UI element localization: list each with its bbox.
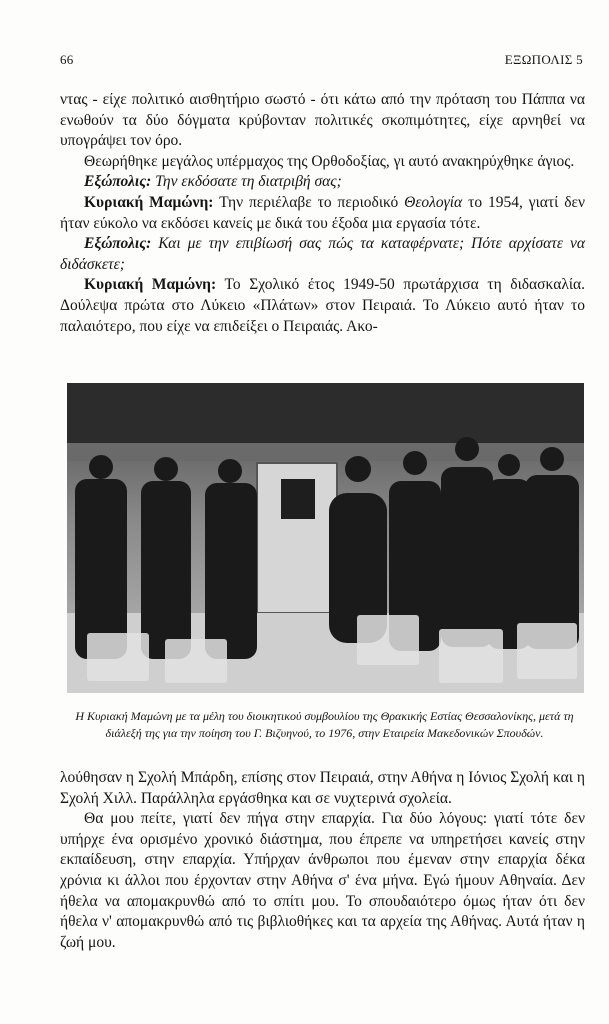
- answer-text: Το Σχολικό έτος 1949-50 πρωτάρχισα τη διδασκαλία. Δούλεψα πρώτα στο Λύκειο «Πλάτων» στον Πειραιά. Το Λύκειο αυτό ήταν το παλαιότερο, που είχε να επιδείξει ο Πειραιάς. Ακο-: [60, 276, 586, 335]
- paragraph: Θα μου πείτε, γιατί δεν πήγα στην επαρχία. Για δύο λόγους: γιατί τότε δεν υπήρχε ένα ορισμένο χρονικό διάστημα, που έπρεπε να υπηρετήσει κανείς στην εκπαίδευση, στην επαρχία. Υπήρχαν άνθρωποι που έμεναν στην επαρχία δέκα χρόνια κι άλλοι που έρχονταν στην Αθήνα σ' ένα μήνα. Εγώ ήμουν Αθηναία. Δεν ήθελα να απομακρυνθώ από το σπίτι μου. Το σπουδαιότερο όμως ήταν ότι δεν ήθελα ν' απομακρυνθώ από τις βιβλιοθήκες και τα αρχεία της Αθήνας. Αυτά ήταν η ζωή μου.: [60, 810, 585, 951]
- photo-illustration: [67, 383, 584, 693]
- answer-text: το 1954, γιατί δεν ήταν εύκολο να εκδόσει κανείς με δικά του έξοδα μια εργασία τότε.: [60, 193, 586, 232]
- question-text: Την εκδόσατε τη διατριβή σας;: [151, 173, 342, 191]
- page-header: [60, 52, 583, 68]
- paragraph: ντας - είχε πολιτικό αισθητήριο σωστό - ότι κάτω από την πρόταση του Πάππα να ενωθούν τα δύο δόγματα κρύβονταν πολιτικές σκοπιμότητες, είχε αρνηθεί να υπογράψει τον όρο.: [60, 91, 585, 150]
- interviewer-label: Εξώπολις:: [84, 235, 152, 253]
- question-paragraph: [60, 172, 585, 193]
- question-text: Και με την επιβίωσή σας πώς τα καταφέρνατε; Πότε αρχίσατε να διδάσκετε;: [60, 235, 585, 273]
- article-text-bottom: [60, 768, 585, 953]
- journal-title: ΕΞΩΠΟΛΙΣ 5: [504, 52, 583, 67]
- answer-paragraph: [60, 275, 585, 337]
- question-paragraph: [60, 234, 585, 275]
- interviewee-label: Κυριακή Μαμώνη:: [84, 193, 214, 211]
- paragraph: Θεωρήθηκε μεγάλος υπέρμαχος της Ορθοδοξίας, γι αυτό ανακηρύχθηκε άγιος.: [84, 152, 575, 170]
- group-photo: [67, 383, 584, 693]
- answer-text: Την περιέλαβε το περιοδικό: [213, 193, 405, 211]
- journal-name: Θεολογία: [404, 193, 463, 211]
- answer-paragraph: [60, 193, 585, 234]
- interviewee-label: Κυριακή Μαμώνη:: [84, 276, 217, 294]
- page-number: 66: [60, 52, 74, 67]
- photo-caption: Η Κυριακή Μαμώνη με τα μέλη του διοικητικού συμβουλίου της Θρακικής Εστίας Θεσσαλονίκης, μετά τη διάλεξή της για την ποίηση του Γ. Βιζυηνού, το 1976, στην Εταιρεία Μακεδονικών Σπουδών.: [75, 709, 574, 740]
- paragraph: λούθησαν η Σχολή Μπάρδη, επίσης στον Πειραιά, στην Αθήνα η Ιόνιος Σχολή και η Σχολή Χιλλ. Παράλληλα εργάσθηκα και σε νυχτερινά σχολεία.: [60, 769, 585, 807]
- interviewer-label: Εξώπολις:: [84, 173, 152, 191]
- article-text-top: [60, 90, 585, 337]
